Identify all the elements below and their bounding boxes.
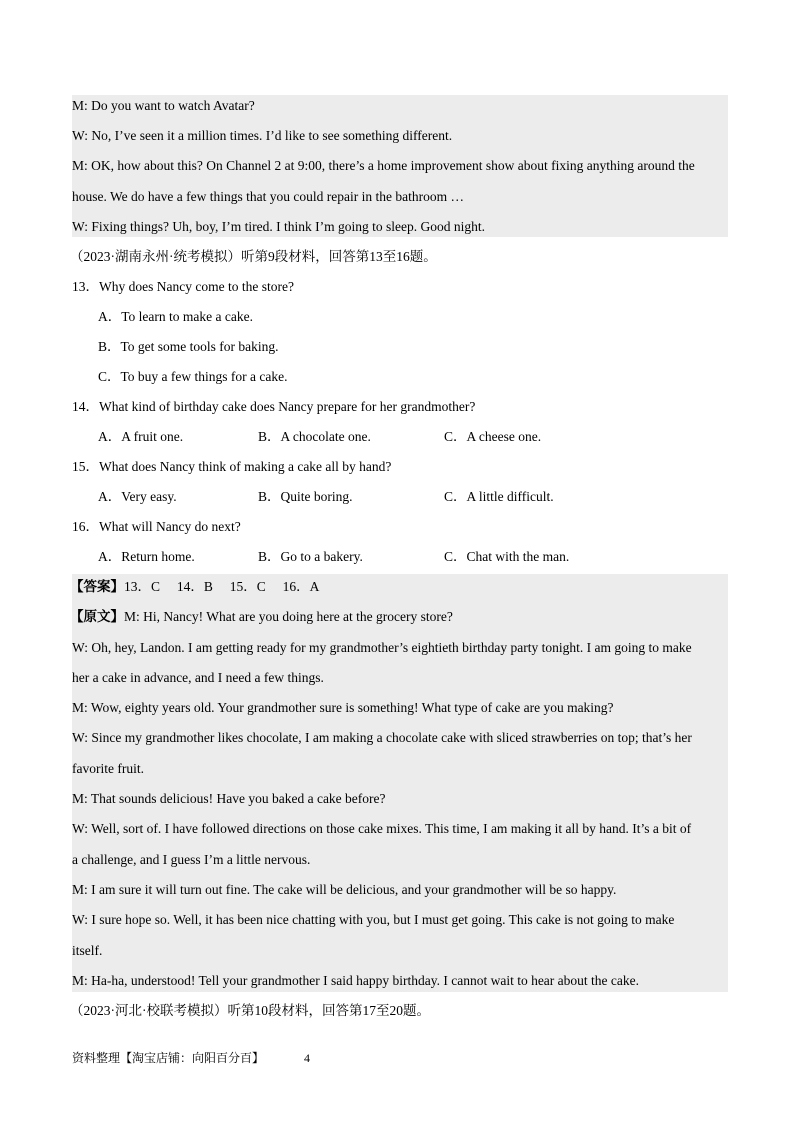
dialog1-line: W: Fixing things? Uh, boy, I’m tired. I think I’m going to sleep. Good night. xyxy=(72,219,485,234)
question-option: A．Very easy. xyxy=(98,489,177,504)
question-option: B．A chocolate one. xyxy=(258,429,371,444)
dialog1-line: M: Do you want to watch Avatar? xyxy=(72,98,255,113)
transcript-label: 【原文】 xyxy=(70,609,124,624)
question-option: C．A little difficult. xyxy=(444,489,554,504)
question-stem: 13．Why does Nancy come to the store? xyxy=(72,279,294,294)
question-option: A．To learn to make a cake. xyxy=(98,309,253,324)
transcript-line: W: Oh, hey, Landon. I am getting ready for my grandmother’s eightieth birthday party tonight. I am going to make xyxy=(72,640,692,655)
dialog1-line: M: OK, how about this? On Channel 2 at 9:00, there’s a home improvement show about fixing anything around the xyxy=(72,158,695,173)
dialog1-line: W: No, I’ve seen it a million times. I’d like to see something different. xyxy=(72,128,453,143)
transcript-line: W: Since my grandmother likes chocolate, I am making a chocolate cake with sliced strawberries on top; that’s her xyxy=(72,730,692,745)
transcript-line: W: I sure hope so. Well, it has been nice chatting with you, but I must get going. This cake is not going to make xyxy=(72,912,675,927)
answer-text: 13．C 14．B 15．C 16．A xyxy=(124,579,320,594)
answer-line xyxy=(70,578,319,596)
answer-label: 【答案】 xyxy=(70,579,124,594)
answer-shade xyxy=(72,574,728,992)
transcript-line: W: Well, sort of. I have followed directions on those cake mixes. This time, I am making it all by hand. It’s a bit of xyxy=(72,821,692,836)
transcript-first-line xyxy=(70,608,453,626)
question-option: B．Quite boring. xyxy=(258,489,353,504)
transcript-line: itself. xyxy=(72,943,103,958)
question-stem: 15．What does Nancy think of making a cake all by hand? xyxy=(72,459,392,474)
question-option: C．Chat with the man. xyxy=(444,549,570,564)
footer-source: 资料整理【淘宝店铺：向阳百分百】 xyxy=(72,1051,265,1065)
transcript-line: M: Ha-ha, understood! Tell your grandmother I said happy birthday. I cannot wait to hear about the cake. xyxy=(72,973,640,988)
question-option: B．To get some tools for baking. xyxy=(98,339,279,354)
question-option: A．Return home. xyxy=(98,549,195,564)
transcript-text: M: Hi, Nancy! What are you doing here at the grocery store? xyxy=(124,609,453,624)
question-option: A．A fruit one. xyxy=(98,429,184,444)
transcript-line: her a cake in advance, and I need a few things. xyxy=(72,670,324,685)
dialog1-line: house. We do have a few things that you could repair in the bathroom … xyxy=(72,189,464,204)
question-option: C．To buy a few things for a cake. xyxy=(98,369,288,384)
page-footer xyxy=(72,1050,310,1066)
transcript-line: favorite fruit. xyxy=(72,761,144,776)
page-number: 4 xyxy=(304,1051,310,1065)
transcript-line: M: That sounds delicious! Have you baked a cake before? xyxy=(72,791,386,806)
transcript-line: M: I am sure it will turn out fine. The cake will be delicious, and your grandmother will be so happy. xyxy=(72,882,617,897)
question-stem: 14．What kind of birthday cake does Nancy prepare for her grandmother? xyxy=(72,399,476,414)
question-option: C．A cheese one. xyxy=(444,429,542,444)
question-stem: 16．What will Nancy do next? xyxy=(72,519,241,534)
transcript-line: M: Wow, eighty years old. Your grandmother sure is something! What type of cake are you making? xyxy=(72,700,614,715)
section-intro: （2023·湖南永州·统考模拟）听第9段材料，回答第13至16题。 xyxy=(70,249,437,264)
transcript-line: a challenge, and I guess I’m a little nervous. xyxy=(72,852,311,867)
section-intro: （2023·河北·校联考模拟）听第10段材料，回答第17至20题。 xyxy=(70,1003,430,1018)
question-option: B．Go to a bakery. xyxy=(258,549,363,564)
